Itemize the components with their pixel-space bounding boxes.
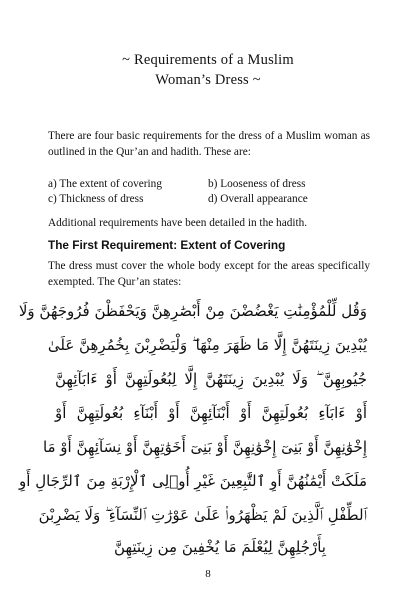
requirements-row xyxy=(48,177,370,192)
section-heading: The First Requirement: Extent of Covering xyxy=(48,238,286,252)
arabic-verse-line: مَلَكَتْ أَيْمَٰنُهُنَّ أَوِ ٱلتَّٰبِعِينَ غَيْرِ أُو۟لِى ٱلْإِرْبَةِ مِنَ ٱلرِّجَالِ أَوِ xyxy=(19,472,367,490)
arabic-verse-line: يُبْدِينَ زِينَتَهُنَّ إِلَّا مَا ظَهَرَ مِنْهَا ۖ وَلْيَضْرِبْنَ بِخُمُرِهِنَّ عَلَىٰ xyxy=(47,336,367,354)
page-number: 8 xyxy=(205,568,211,580)
body-paragraph: The dress must cover the whole body except for the areas specifically exempted. The Qur’an states: xyxy=(48,260,370,288)
arabic-verse-line: بِأَرْجُلِهِنَّ لِيُعْلَمَ مَا يُخْفِينَ مِن زِينَتِهِنَّ xyxy=(114,538,326,556)
requirements-row xyxy=(48,192,370,207)
intro-paragraph: There are four basic requirements for the dress of a Muslim woman as outlined in the Qur’an and hadith. These are: xyxy=(48,130,370,158)
requirements-list xyxy=(48,177,370,207)
arabic-verse-line: أَوْ ءَابَآءِ بُعُولَتِهِنَّ أَوْ أَبْنَآئِهِنَّ أَوْ أَبْنَآءِ بُعُولَتِهِنَّ أَوْ xyxy=(55,404,367,422)
arabic-verse-line: وَقُل لِّلْمُؤْمِنَٰتِ يَغْضُضْنَ مِنْ أَبْصَٰرِهِنَّ وَيَحْفَظْنَ فُرُوجَهُنَّ وَلَا xyxy=(18,302,367,320)
requirement-a: a) The extent of covering xyxy=(48,178,162,190)
requirement-b: b) Looseness of dress xyxy=(208,178,306,190)
requirement-c: c) Thickness of dress xyxy=(48,192,144,205)
requirement-d: d) Overall appearance xyxy=(208,192,308,205)
arabic-verse-line: ٱلطِّفْلِ ٱلَّذِينَ لَمْ يَظْهَرُوا۟ عَلَىٰ عَوْرَٰتِ ٱلنِّسَآءِ ۖ وَلَا يَضْرِبْنَ xyxy=(38,506,367,524)
chapter-title-line-1: ~ Requirements of a Muslim xyxy=(122,52,294,68)
chapter-title xyxy=(40,50,376,90)
additional-paragraph: Additional requirements have been detailed in the hadith. xyxy=(48,217,308,229)
arabic-verse-line: جُيُوبِهِنَّ ۖ وَلَا يُبْدِينَ زِينَتَهُنَّ إِلَّا لِبُعُولَتِهِنَّ أَوْ ءَابَآئِهِنَّ xyxy=(55,370,367,388)
chapter-title-line-2: Woman’s Dress ~ xyxy=(155,72,261,88)
arabic-verse-line: إِخْوَٰنِهِنَّ أَوْ بَنِىٓ إِخْوَٰنِهِنَّ أَوْ بَنِىٓ أَخَوَٰتِهِنَّ أَوْ نِسَآئِهِنَّ أَوْ مَا xyxy=(42,438,367,456)
